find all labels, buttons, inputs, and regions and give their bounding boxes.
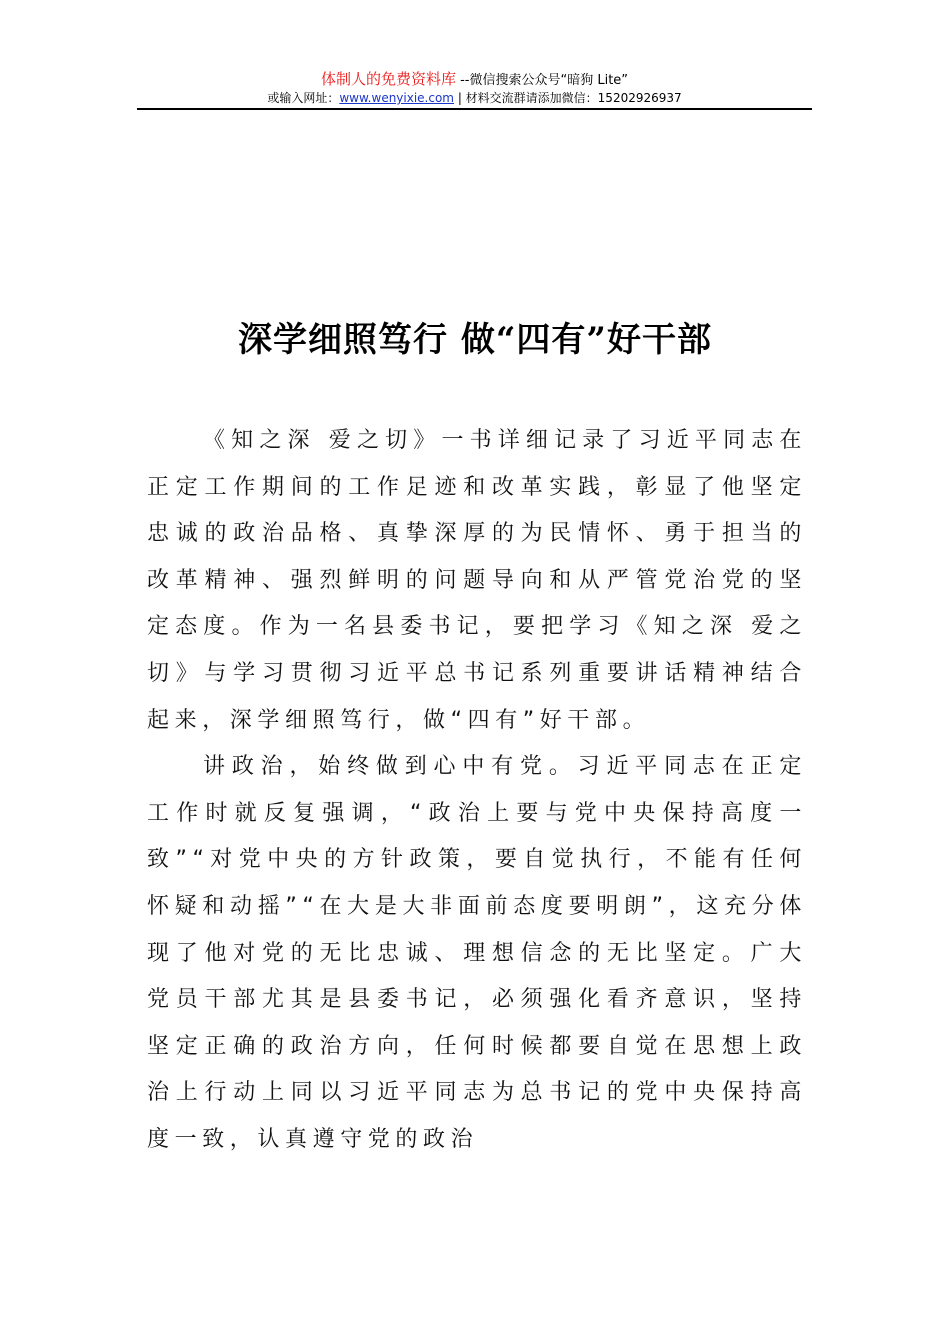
header-divider — [137, 108, 812, 110]
header-url-prefix: 或输入网址： — [267, 91, 340, 105]
paragraph-intro: 《知之深 爱之切》一书详细记录了习近平同志在正定工作期间的工作足迹和改革实践，彰显了他坚定忠诚的政治品格、真挚深厚的为民情怀、勇于担当的改革精神、强烈鲜明的问题导向和从严管党治党的坚定态度。作为一名县委书记，要把学习《知之深 爱之切》与学习贯彻习近平总书记系列重要讲话精神结合起来，深学细照笃行，做“四有”好干部。 — [147, 428, 807, 733]
page-header — [137, 70, 812, 106]
header-website-link[interactable]: www.wenyixie.com — [339, 91, 454, 105]
header-promo-line — [137, 70, 812, 90]
header-contact: | 材料交流群请添加微信：15202926937 — [454, 91, 682, 105]
header-contact-line — [137, 90, 812, 106]
paragraph-politics: 讲政治，始终做到心中有党。习近平同志在正定工作时就反复强调，“政治上要与党中央保持高度一致”“对党中央的方针政策，要自觉执行，不能有任何怀疑和动摇”“在大是大非面前态度要明朗”，这充分体现了他对党的无比忠诚、理想信念的无比坚定。广大党员干部尤其是县委书记，必须强化看齐意识，坚持坚定正确的政治方向，任何时候都要自觉在思想上政治上行动上同以习近平同志为总书记的党中央保持高度一致，认真遵守党的政治 — [147, 754, 807, 1152]
document-body — [147, 418, 807, 1164]
header-brand: 体制人的免费资料库 — [320, 70, 456, 88]
header-tagline: --微信搜索公众号“暗狗 Lite” — [455, 73, 629, 88]
document-title: 深学细照笃行 做“四有”好干部 — [238, 320, 712, 360]
